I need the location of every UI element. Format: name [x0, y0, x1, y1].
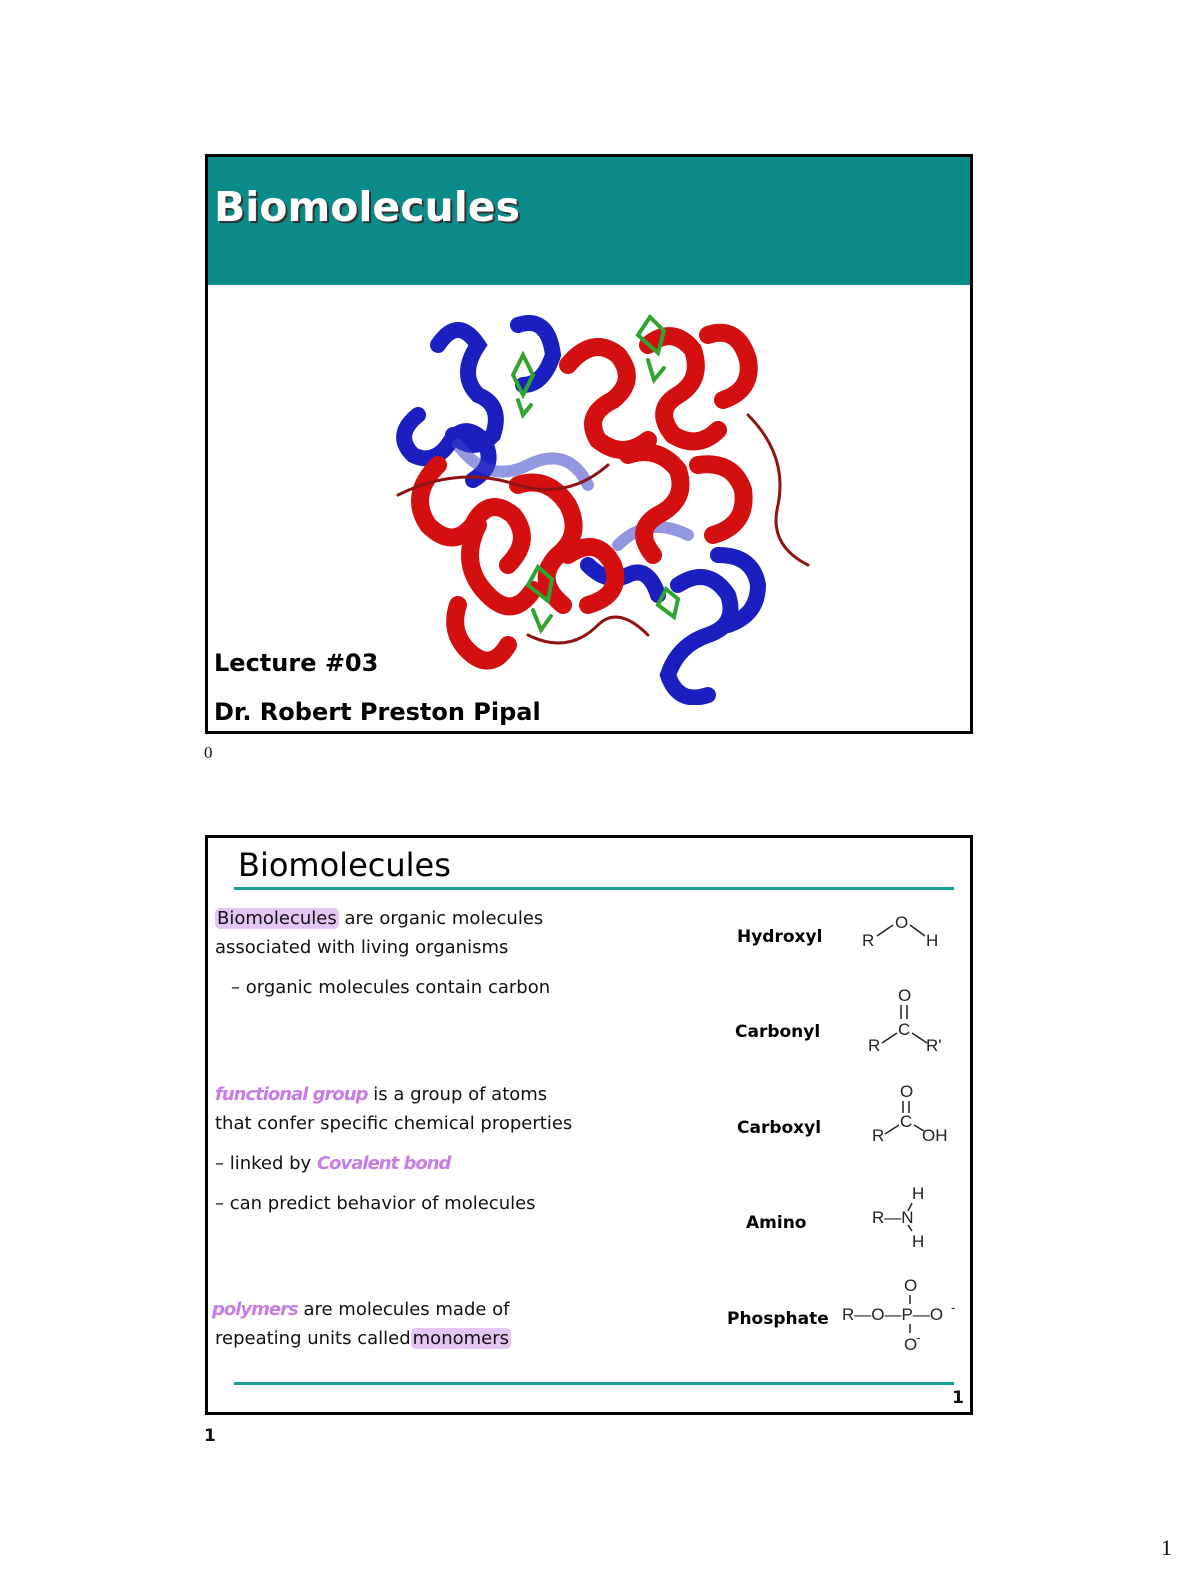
paragraph-biomolecules: Biomolecules are organic molecules associated with living organisms — [215, 908, 544, 958]
paragraph-polymers: polymers are molecules made of repeating units called monomers — [212, 1299, 510, 1349]
svg-text:O: O — [904, 1276, 918, 1295]
svg-text:O: O — [898, 986, 912, 1005]
slide-title: Biomolecules — [214, 183, 520, 231]
title-rule — [234, 887, 954, 890]
svg-text:R: R — [868, 1036, 881, 1055]
slide-label: 0 — [204, 743, 213, 762]
label-hydroxyl: Hydroxyl — [737, 927, 823, 947]
slide-number: 1 — [952, 1388, 964, 1408]
lecture-number: Lecture #03 — [214, 649, 379, 677]
title-band — [208, 157, 970, 285]
svg-text:H: H — [912, 1184, 925, 1203]
label-carboxyl: Carboxyl — [737, 1118, 822, 1138]
svg-text:O: O — [904, 1335, 918, 1354]
svg-text:R: R — [862, 931, 875, 950]
carbonyl-structure — [860, 983, 950, 1058]
svg-text:OH: OH — [922, 1126, 948, 1145]
carboxyl-structure — [868, 1081, 958, 1151]
label-amino: Amino — [746, 1213, 807, 1233]
hydroxyl-structure — [858, 908, 948, 953]
footer-rule — [234, 1382, 954, 1385]
svg-text:R: R — [872, 1126, 885, 1145]
slide-label: 1 — [204, 1426, 216, 1446]
sub-bullet-covalent: – linked by Covalent bond — [215, 1153, 451, 1174]
page-number: 1 — [1161, 1535, 1172, 1560]
svg-text:O: O — [895, 913, 909, 932]
svg-text:R': R' — [926, 1036, 942, 1055]
marker-covalent-bond: Covalent bond — [316, 1153, 451, 1174]
sub-bullet-behavior: – can predict behavior of molecules — [215, 1193, 536, 1214]
svg-text:C: C — [900, 1112, 913, 1131]
paragraph-functional-group: functional group is a group of atoms that confer specific chemical properties — [215, 1084, 573, 1134]
svg-text:-: - — [951, 1300, 956, 1315]
marker-polymers: polymers — [212, 1299, 298, 1320]
author-name: Dr. Robert Preston Pipal — [214, 698, 541, 726]
protein-ribbon-image — [378, 305, 818, 705]
highlight-biomolecules: Biomolecules — [217, 908, 337, 929]
svg-text:H: H — [912, 1232, 925, 1251]
label-carbonyl: Carbonyl — [735, 1022, 821, 1042]
svg-text:C: C — [898, 1020, 911, 1039]
slide-title: Biomolecules — [238, 846, 451, 884]
svg-text:-: - — [916, 1330, 921, 1345]
content-slide — [205, 835, 973, 1415]
svg-text:O: O — [900, 1082, 914, 1101]
svg-text:R—O—P—O: R—O—P—O — [842, 1305, 944, 1324]
title-slide — [205, 154, 973, 734]
amino-structure — [870, 1183, 950, 1253]
marker-functional-group: functional group — [215, 1084, 368, 1105]
sub-bullet-carbon: – organic molecules contain carbon — [231, 977, 551, 998]
svg-text:H: H — [926, 931, 939, 950]
phosphate-structure — [840, 1274, 960, 1354]
label-phosphate: Phosphate — [727, 1309, 829, 1329]
svg-text:R—N: R—N — [872, 1208, 914, 1227]
highlight-monomers: monomers — [412, 1328, 509, 1349]
